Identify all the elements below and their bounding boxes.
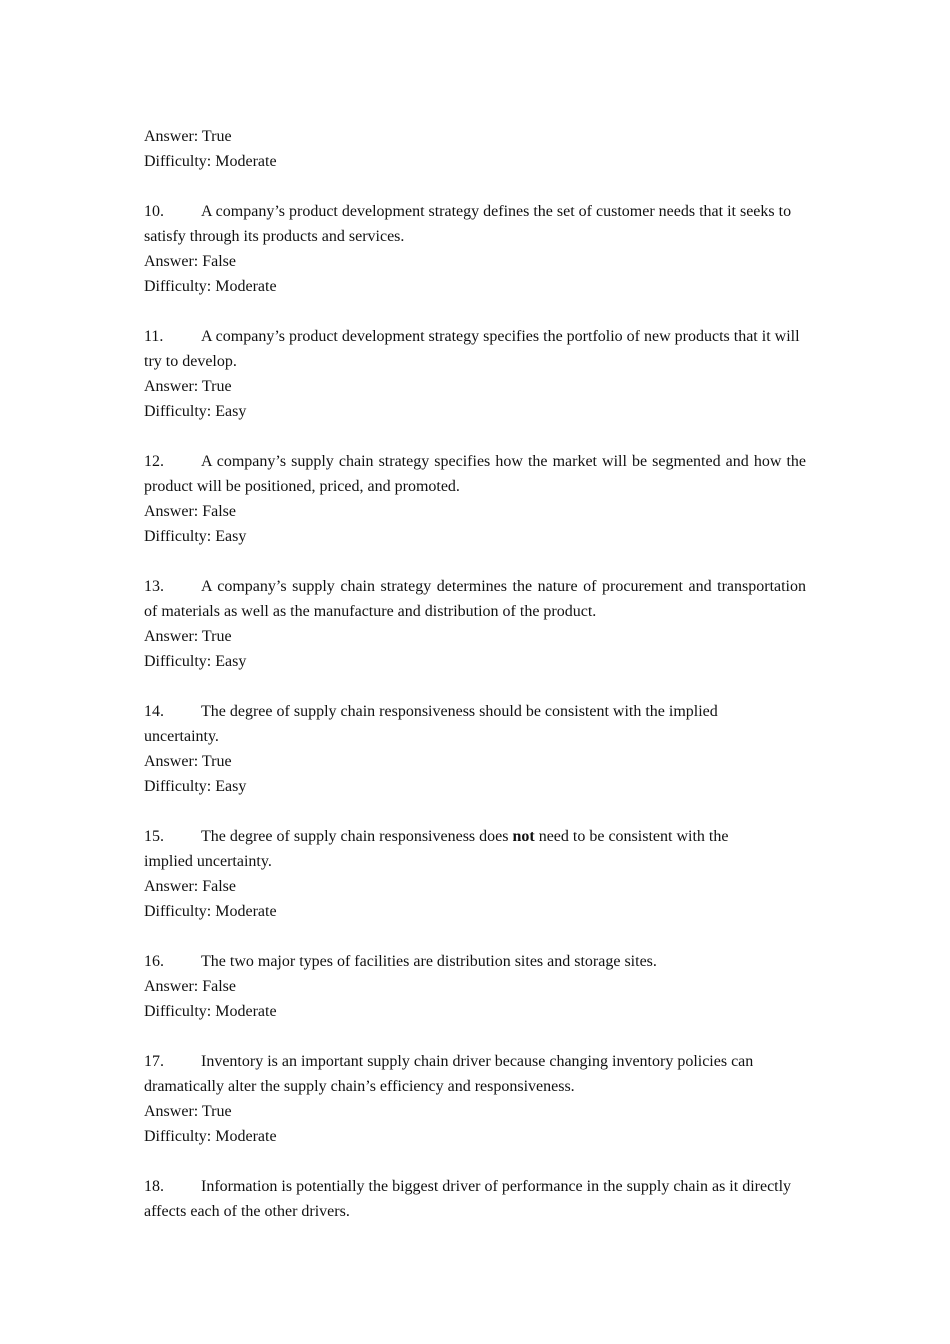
question-text <box>144 824 806 874</box>
answer-line: Answer: True <box>144 753 232 770</box>
question-text <box>144 574 806 624</box>
difficulty-line: Difficulty: Easy <box>144 778 247 795</box>
difficulty-line: Difficulty: Moderate <box>144 903 277 920</box>
question-number: 16. <box>144 953 164 970</box>
question-17 <box>144 1049 806 1149</box>
answer-line: Answer: False <box>144 253 236 270</box>
answer-line: Answer: True <box>144 378 232 395</box>
question-body: A company’s supply chain strategy determines the nature of procurement and transportation of materials as well as the manufacture and distribution of the product. <box>144 578 806 620</box>
question-body: A company’s product development strategy defines the set of customer needs that it seeks to satisfy through its products and services. <box>144 203 792 245</box>
question-text <box>144 324 806 374</box>
question-number: 18. <box>144 1178 164 1195</box>
difficulty-line: Difficulty: Moderate <box>144 278 277 295</box>
difficulty-line: Difficulty: Moderate <box>144 153 277 170</box>
answer-line: Answer: False <box>144 978 236 995</box>
question-text <box>144 1174 806 1224</box>
question-16 <box>144 949 806 1024</box>
emphasis-not: not <box>512 828 535 845</box>
difficulty-line: Difficulty: Easy <box>144 528 247 545</box>
question-text <box>144 199 806 249</box>
question-9-tail <box>144 124 806 174</box>
answer-line: Answer: True <box>144 1103 232 1120</box>
answer-line: Answer: True <box>144 128 232 145</box>
question-12 <box>144 449 806 549</box>
question-body: Information is potentially the biggest driver of performance in the supply chain as it directly affects each of the other drivers. <box>144 1178 792 1220</box>
question-body: A company’s product development strategy specifies the portfolio of new products that it will try to develop. <box>144 328 800 370</box>
answer-line: Answer: False <box>144 503 236 520</box>
question-10 <box>144 199 806 299</box>
question-13 <box>144 574 806 674</box>
question-body: The degree of supply chain responsiveness should be consistent with the implied uncertainty. <box>144 703 718 745</box>
question-number: 12. <box>144 453 164 470</box>
question-number: 10. <box>144 203 164 220</box>
question-11 <box>144 324 806 424</box>
question-body: A company’s supply chain strategy specifies how the market will be segmented and how the product will be positioned, priced, and promoted. <box>144 453 806 495</box>
document-page <box>144 124 806 1224</box>
difficulty-line: Difficulty: Moderate <box>144 1128 277 1145</box>
question-text <box>144 949 806 974</box>
answer-line: Answer: True <box>144 628 232 645</box>
question-18 <box>144 1174 806 1224</box>
question-body: The two major types of facilities are distribution sites and storage sites. <box>201 953 657 970</box>
question-body: Inventory is an important supply chain driver because changing inventory policies can dramatically alter the supply chain’s efficiency and responsiveness. <box>144 1053 754 1095</box>
question-number: 17. <box>144 1053 164 1070</box>
question-number: 15. <box>144 828 164 845</box>
difficulty-line: Difficulty: Easy <box>144 653 247 670</box>
answer-line: Answer: False <box>144 878 236 895</box>
question-text <box>144 699 806 749</box>
question-number: 11. <box>144 328 164 345</box>
question-text <box>144 449 806 499</box>
difficulty-line: Difficulty: Easy <box>144 403 247 420</box>
question-body-end: need to be consistent with the implied uncertainty. <box>144 828 729 870</box>
question-body-start: The degree of supply chain responsiveness does <box>201 828 513 845</box>
question-14 <box>144 699 806 799</box>
question-number: 14. <box>144 703 164 720</box>
difficulty-line: Difficulty: Moderate <box>144 1003 277 1020</box>
question-15 <box>144 824 806 924</box>
question-number: 13. <box>144 578 164 595</box>
question-text <box>144 1049 806 1099</box>
